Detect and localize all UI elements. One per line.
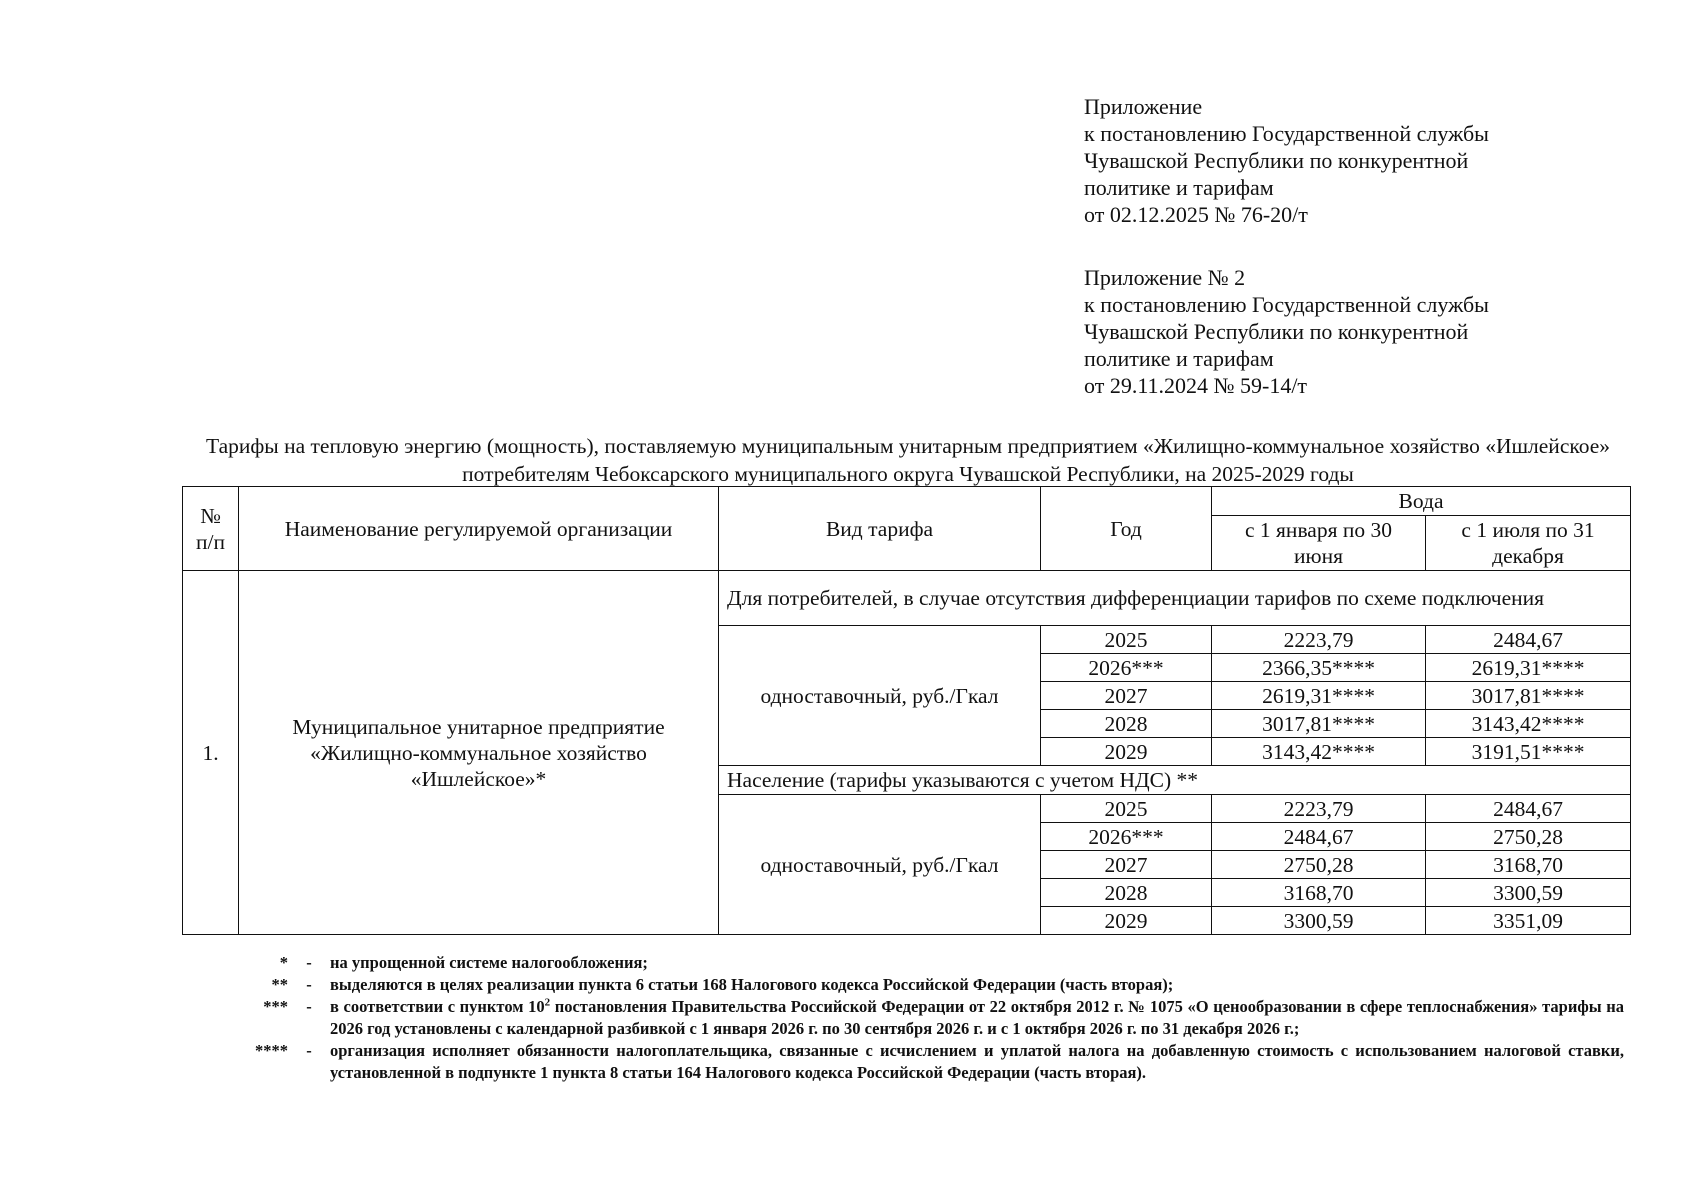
annex-2-line: политике и тарифам xyxy=(1084,346,1274,371)
year-cell: 2026*** xyxy=(1041,654,1212,682)
footnote-dash: - xyxy=(306,1041,312,1060)
section-label: Для потребителей, в случае отсутствия дифференциации тарифов по схеме подключения xyxy=(719,571,1631,626)
document-title: Тарифы на тепловую энергию (мощность), поставляемую муниципальным унитарным предприятием «Жилищно-коммунальное хозяйство «Ишлейское» потребителям Чебоксарского муниципального округа Чувашской Республики, на 2025-2029 годы xyxy=(205,434,1611,486)
value-cell: 2484,67 xyxy=(1426,795,1631,823)
annex-1-line: Чувашской Республики по конкурентной xyxy=(1084,148,1469,173)
footnote-text: организация исполняет обязанности налогоплательщика, связанные с исчислением и уплатой налога на добавленную стоимость с использованием налоговой ставки, установленной в подпункте 1 пункта 8 статьи 164 Налогового кодекса Российской Федерации (часть вторая). xyxy=(330,1041,1624,1082)
value-cell: 3168,70 xyxy=(1212,879,1426,907)
header-num: № п/п xyxy=(183,487,239,571)
year-cell: 2029 xyxy=(1041,738,1212,766)
tariff-type-cell: одноставочный, руб./Гкал xyxy=(719,626,1041,766)
year-cell: 2028 xyxy=(1041,710,1212,738)
value-cell: 3017,81**** xyxy=(1212,710,1426,738)
annex-2-line: к постановлению Государственной службы xyxy=(1084,292,1489,317)
value-cell: 3300,59 xyxy=(1212,907,1426,935)
year-cell: 2025 xyxy=(1041,795,1212,823)
header-water: Вода xyxy=(1212,487,1631,516)
header-period-2: с 1 июля по 31 декабря xyxy=(1426,516,1631,571)
section-label: Население (тарифы указываются с учетом НДС) ** xyxy=(719,766,1631,795)
value-cell: 2223,79 xyxy=(1212,795,1426,823)
value-cell: 2366,35**** xyxy=(1212,654,1426,682)
value-cell: 2484,67 xyxy=(1426,626,1631,654)
value-cell: 2750,28 xyxy=(1212,851,1426,879)
tariff-type-cell: одноставочный, руб./Гкал xyxy=(719,795,1041,935)
value-cell: 2223,79 xyxy=(1212,626,1426,654)
annex-2-line: от 29.11.2024 № 59-14/т xyxy=(1084,373,1308,398)
footnote-dash: - xyxy=(306,997,312,1016)
annex-2-line: Чувашской Республики по конкурентной xyxy=(1084,319,1469,344)
value-cell: 3143,42**** xyxy=(1426,710,1631,738)
annex-2-line: Приложение № 2 xyxy=(1084,265,1246,290)
annex-1-line: от 02.12.2025 № 76-20/т xyxy=(1084,202,1308,227)
footnote-dash: - xyxy=(306,953,312,972)
footnote-text-part: постановления Правительства Российской Федерации от 22 октября 2012 г. № 1075 «О ценообразовании в сфере теплоснабжения» тарифы на 2026 год установлены с календарной разбивкой с 1 января 2026 г. по 30 сентября 2026 г. и с 1 октября 2026 г. по 31 декабря 2026 г.; xyxy=(330,997,1624,1038)
value-cell: 3143,42**** xyxy=(1212,738,1426,766)
footnote-text-part: в соответствии с пунктом 10 xyxy=(330,997,545,1016)
footnote xyxy=(240,974,1624,996)
year-cell: 2026*** xyxy=(1041,823,1212,851)
footnotes xyxy=(240,952,1624,1084)
header-period-1: с 1 января по 30 июня xyxy=(1212,516,1426,571)
annex-1-header xyxy=(1084,93,1644,228)
year-cell: 2025 xyxy=(1041,626,1212,654)
value-cell: 3351,09 xyxy=(1426,907,1631,935)
value-cell: 2484,67 xyxy=(1212,823,1426,851)
annex-1-line: политике и тарифам xyxy=(1084,175,1274,200)
table-header-row xyxy=(183,487,1631,516)
annex-1-line: Приложение xyxy=(1084,94,1203,119)
annex-2-header xyxy=(1084,264,1644,399)
value-cell: 3191,51**** xyxy=(1426,738,1631,766)
year-cell: 2027 xyxy=(1041,851,1212,879)
footnote-text: на упрощенной системе налогообложения; xyxy=(330,953,648,972)
footnote-superscript: 2 xyxy=(544,996,551,1009)
footnote-mark: * xyxy=(279,953,288,972)
year-cell: 2027 xyxy=(1041,682,1212,710)
value-cell: 2619,31**** xyxy=(1426,654,1631,682)
footnote-mark: *** xyxy=(263,997,288,1016)
tariff-table xyxy=(182,486,1631,935)
year-cell: 2028 xyxy=(1041,879,1212,907)
footnote xyxy=(240,996,1624,1040)
organization-name: Муниципальное унитарное предприятие «Жилищно-коммунальное хозяйство «Ишлейское»* xyxy=(239,571,719,935)
value-cell: 3017,81**** xyxy=(1426,682,1631,710)
section-1-label-row xyxy=(183,571,1631,626)
footnote-text xyxy=(330,996,1624,1040)
row-number: 1. xyxy=(183,571,239,935)
year-cell: 2029 xyxy=(1041,907,1212,935)
header-tariff-type: Вид тарифа xyxy=(719,487,1041,571)
footnote xyxy=(240,952,1624,974)
value-cell: 3300,59 xyxy=(1426,879,1631,907)
value-cell: 3168,70 xyxy=(1426,851,1631,879)
header-year: Год xyxy=(1041,487,1212,571)
value-cell: 2619,31**** xyxy=(1212,682,1426,710)
value-cell: 2750,28 xyxy=(1426,823,1631,851)
header-org: Наименование регулируемой организации xyxy=(239,487,719,571)
annex-1-line: к постановлению Государственной службы xyxy=(1084,121,1489,146)
footnote-dash: - xyxy=(306,975,312,994)
footnote xyxy=(240,1040,1624,1084)
footnote-mark: **** xyxy=(255,1041,288,1060)
footnote-mark: ** xyxy=(271,975,288,994)
footnote-text: выделяются в целях реализации пункта 6 статьи 168 Налогового кодекса Российской Федерации (часть вторая); xyxy=(330,975,1174,994)
